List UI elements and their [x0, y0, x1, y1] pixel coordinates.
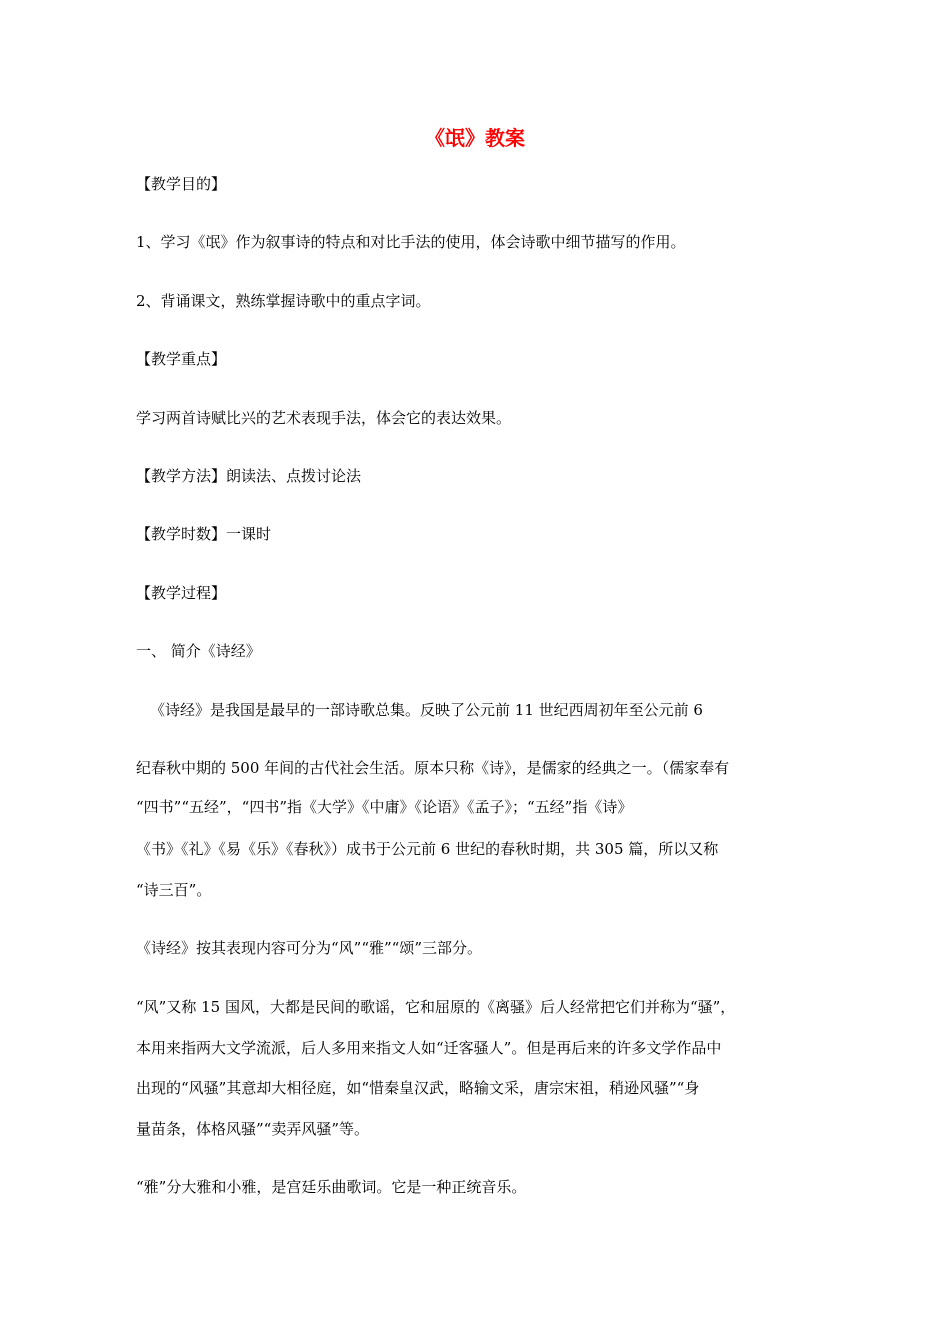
paragraph-line: “风”又称 15 国风，大都是民间的歌谣，它和屈原的《离骚》后人经常把它们并称为“骚”， — [136, 998, 736, 1016]
paragraph-line: “雅”分大雅和小雅，是宫廷乐曲歌词。它是一种正统音乐。 — [136, 1178, 527, 1196]
paragraph-line: “诗三百”。 — [136, 881, 212, 899]
teaching-hours: 【教学时数】一课时 — [136, 525, 272, 543]
focus-text: 学习两首诗赋比兴的艺术表现手法，体会它的表达效果。 — [136, 409, 512, 427]
heading-teaching-focus: 【教学重点】 — [136, 350, 227, 368]
objective-item-1: 1、学习《氓》作为叙事诗的特点和对比手法的使用，体会诗歌中细节描写的作用。 — [136, 233, 686, 251]
document-title: 《氓》教案 — [425, 126, 525, 150]
paragraph-line: 本用来指两大文学流派，后人多用来指文人如“迁客骚人”。但是再后来的许多文学作品中 — [136, 1039, 722, 1057]
paragraph-line: 《诗经》按其表现内容可分为“风”“雅”“颂”三部分。 — [136, 939, 483, 957]
objective-item-2: 2、背诵课文，熟练掌握诗歌中的重点字词。 — [136, 292, 431, 310]
paragraph-line: 量苗条，体格风骚”“卖弄风骚”等。 — [136, 1120, 370, 1138]
paragraph-line: 《书》《礼》《易《乐》《春秋》）成书于公元前 6 世纪的春秋时期，共 305 篇，所以又称 — [136, 840, 719, 858]
section-heading-1: 一、 简介《诗经》 — [136, 642, 261, 660]
paragraph-line: “四书”“五经”，“四书”指《大学》《中庸》《论语》《孟子》；“五经”指《诗》 — [136, 798, 633, 816]
heading-teaching-process: 【教学过程】 — [136, 584, 227, 602]
heading-teaching-objectives: 【教学目的】 — [136, 175, 227, 193]
teaching-method: 【教学方法】朗读法、点拨讨论法 — [136, 467, 362, 485]
paragraph-line: 纪春秋中期的 500 年间的古代社会生活。原本只称《诗》，是儒家的经典之一。（儒家奉有 — [136, 759, 730, 777]
paragraph-line: 《诗经》是我国是最早的一部诗歌总集。反映了公元前 11 世纪西周初年至公元前 6 — [150, 701, 703, 719]
paragraph-line: 出现的“风骚”其意却大相径庭，如“惜秦皇汉武，略输文采，唐宗宋祖，稍逊风骚”“身 — [136, 1079, 700, 1097]
